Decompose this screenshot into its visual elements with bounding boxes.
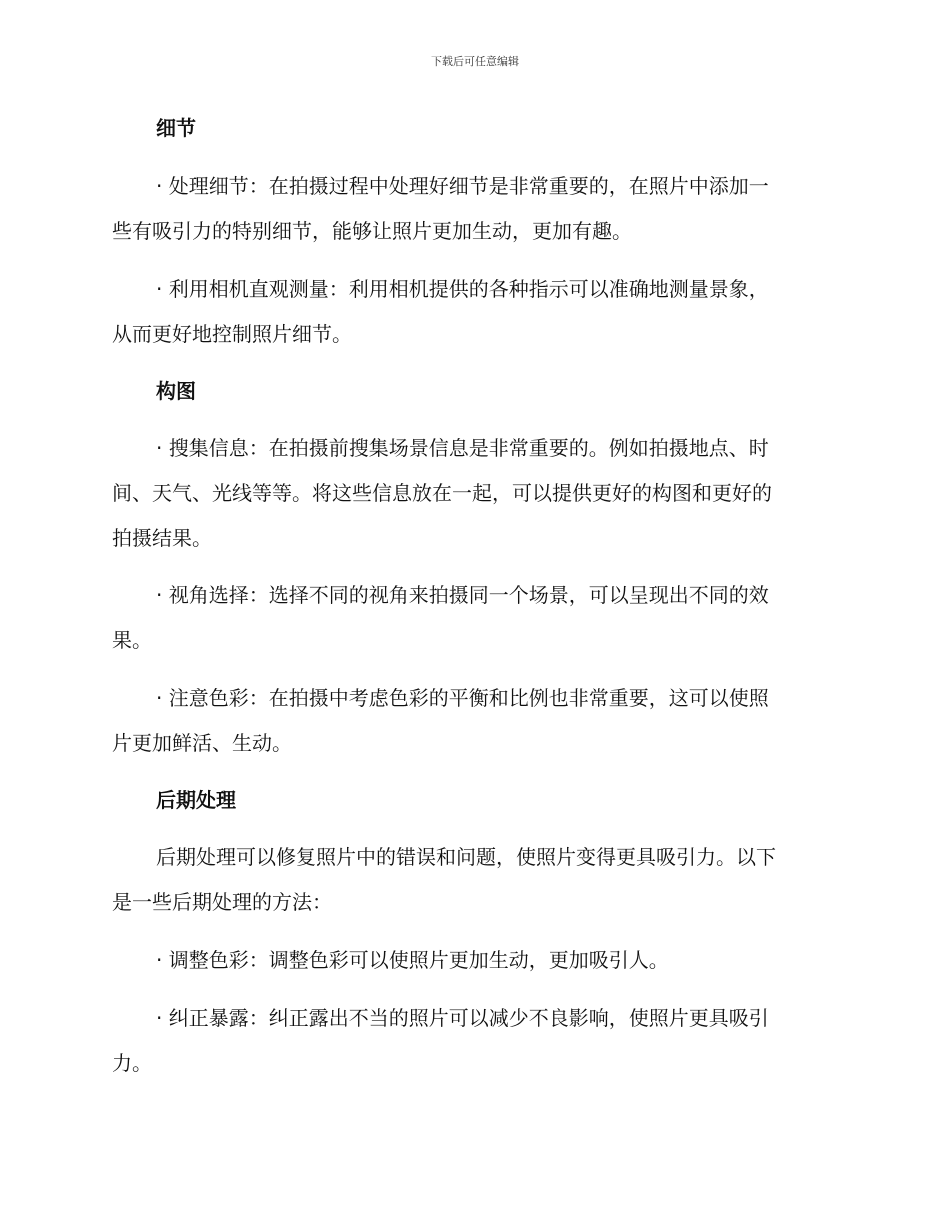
page-header: 下载后可任意编辑: [431, 55, 519, 68]
paragraph-line: 拍摄结果。: [112, 526, 212, 550]
paragraph-line: · 处理细节：在拍摄过程中处理好细节是非常重要的，在照片中添加一: [156, 174, 769, 198]
paragraph-line: 些有吸引力的特别细节，能够让照片更加生动，更加有趣。: [112, 219, 632, 243]
paragraph-line: · 搜集信息：在拍摄前搜集场景信息是非常重要的。例如拍摄地点、时: [156, 436, 769, 460]
paragraph-line: 是一些后期处理的方法：: [112, 890, 332, 914]
paragraph-line: 果。: [112, 628, 152, 652]
paragraph-line: 后期处理可以修复照片中的错误和问题，使照片变得更具吸引力。以下: [156, 845, 776, 869]
paragraph-line: · 注意色彩：在拍摄中考虑色彩的平衡和比例也非常重要，这可以使照: [156, 686, 769, 710]
section-heading: 后期处理: [156, 788, 236, 812]
paragraph-line: 从而更好地控制照片细节。: [112, 322, 352, 346]
paragraph-line: 间、天气、光线等等。将这些信息放在一起，可以提供更好的构图和更好的: [112, 481, 772, 505]
paragraph-line: · 视角选择：选择不同的视角来拍摄同一个场景，可以呈现出不同的效: [156, 583, 769, 607]
paragraph-line: 片更加鲜活、生动。: [112, 731, 292, 755]
paragraph-line: · 纠正暴露：纠正露出不当的照片可以减少不良影响，使照片更具吸引: [156, 1006, 769, 1030]
paragraph-line: · 调整色彩：调整色彩可以使照片更加生动，更加吸引人。: [156, 948, 669, 972]
paragraph-line: 力。: [112, 1051, 152, 1075]
section-heading: 构图: [156, 379, 196, 403]
section-heading: 细节: [156, 116, 196, 140]
paragraph-line: · 利用相机直观测量：利用相机提供的各种指示可以准确地测量景象，: [156, 277, 769, 301]
